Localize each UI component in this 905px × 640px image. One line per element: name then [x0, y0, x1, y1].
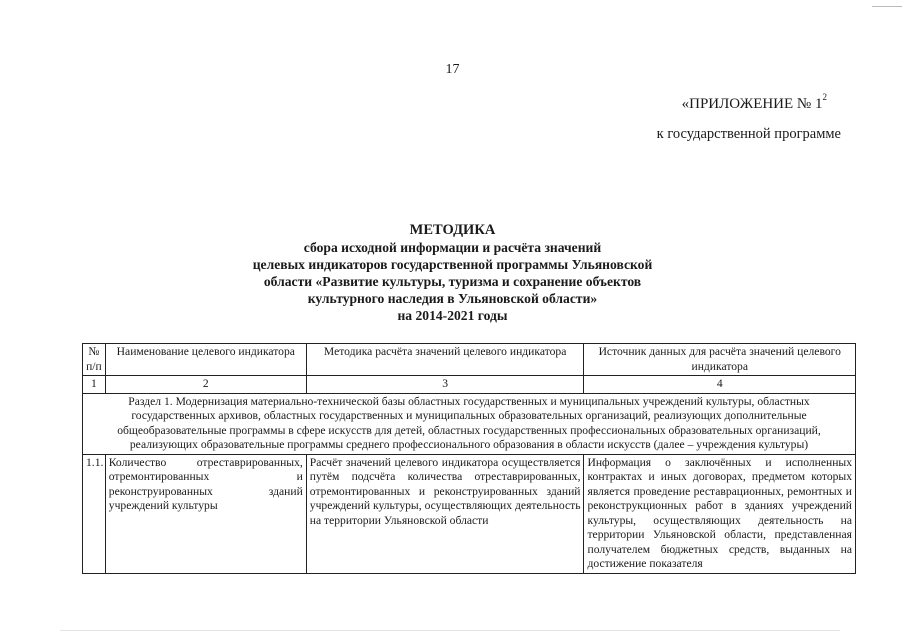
scan-artifact	[60, 630, 840, 631]
column-number: 4	[584, 376, 856, 394]
row-source: Информация о заключённых и исполненных контрактах и иных договорах, предметом которых является проведение реставрационных, ремонтных и реконструкционных работ в зданиях учреждений культуры, осуществляющих деятельность на территории Ульяновской области, представленная получателем бюджетных средств, выданных на достижение показателя	[584, 454, 856, 573]
title-line: целевых индикаторов государственной программы Ульяновской	[252, 257, 653, 272]
row-indicator-name: Количество отреставрированных, отремонтированных и реконструированных зданий учреждений культуры	[105, 454, 306, 573]
column-number: 3	[306, 376, 584, 394]
section-title: Раздел 1. Модернизация материально-технической базы областных государственных и муниципальных учреждений культуры, областных государственных архивов, областных государственных и муниципальных образовательных организаций, реализующих дополнительные общеобразовательные программы в сфере искусств для детей, областных государственных профессиональных образовательных организаций, реализующих образовательные программы среднего профессионального образования в области искусств (далее – учреждения культуры)	[83, 393, 856, 454]
table-header-row	[83, 344, 856, 376]
title-line: области «Развитие культуры, туризма и сохранение объектов	[263, 274, 642, 289]
appendix-label	[682, 94, 827, 113]
section-row	[83, 393, 856, 454]
row-method: Расчёт значений целевого индикатора осуществляется путём подсчёта количества отреставрированных, отремонтированных и реконструированных зданий учреждений культуры, осуществляющих деятельность на территории Ульяновской области	[306, 454, 584, 573]
header-source: Источник данных для расчёта значений целевого индикатора	[584, 344, 856, 376]
title-line: культурного наследия в Ульяновской области»	[307, 291, 598, 306]
column-number: 1	[83, 376, 106, 394]
column-numbers-row	[83, 376, 856, 394]
appendix-superscript: 2	[822, 92, 827, 102]
row-number: 1.1.	[83, 454, 106, 573]
column-number: 2	[105, 376, 306, 394]
appendix-label-text: «ПРИЛОЖЕНИЕ № 1	[681, 96, 823, 112]
header-method: Методика расчёта значений целевого индикатора	[306, 344, 584, 376]
title-line: на 2014-2021 годы	[397, 308, 508, 323]
header-indicator-name: Наименование целевого индикатора	[105, 344, 306, 376]
header-number: № п/п	[83, 344, 106, 376]
title-main: МЕТОДИКА	[409, 222, 496, 238]
title-line: сбора исходной информации и расчёта значений	[303, 240, 602, 255]
page-number: 17	[445, 62, 460, 77]
document-title	[0, 222, 905, 324]
table-row	[83, 454, 856, 573]
program-reference: к государственной программе	[656, 126, 841, 142]
scan-artifact	[872, 6, 902, 7]
methodology-table	[82, 343, 856, 574]
